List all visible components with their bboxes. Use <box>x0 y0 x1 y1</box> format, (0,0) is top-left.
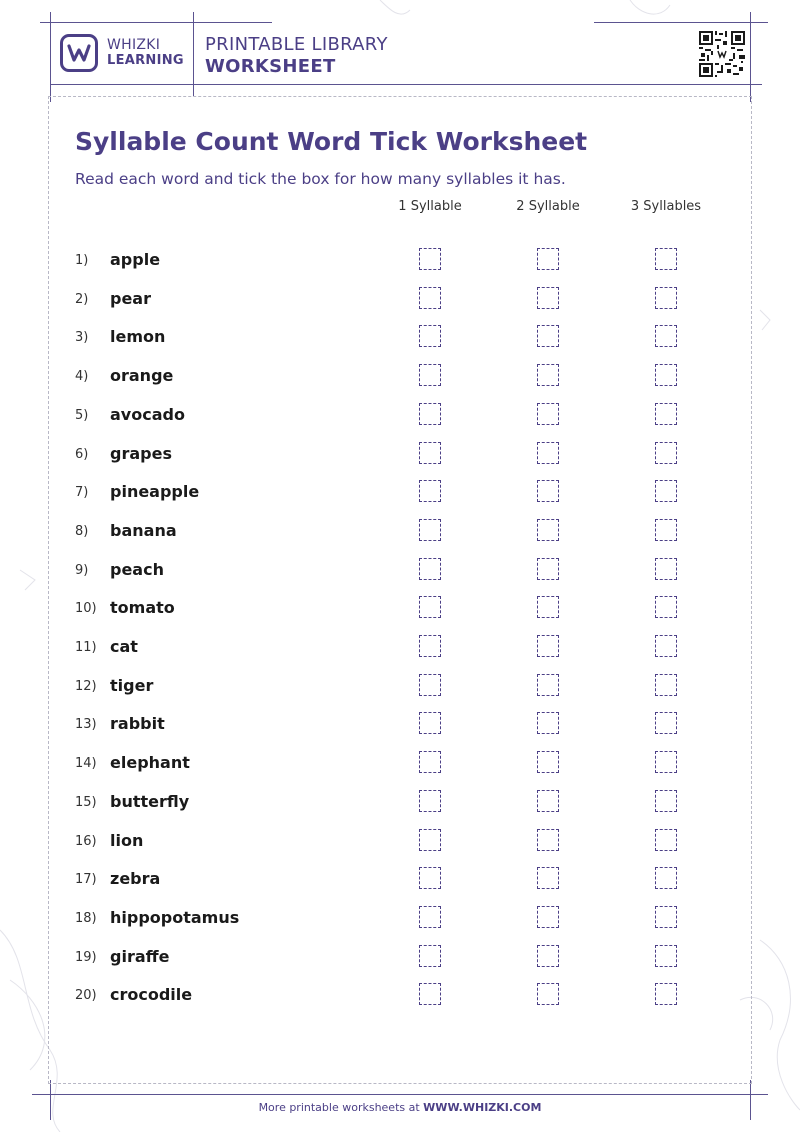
bottom-left-vertical-rule <box>50 1080 51 1120</box>
row-number: 16) <box>75 833 97 849</box>
header-label <box>205 34 388 78</box>
worksheet-row <box>0 903 800 933</box>
row-number: 10) <box>75 601 97 617</box>
tick-box-2-syllable[interactable] <box>537 751 559 773</box>
tick-box-1-syllable[interactable] <box>419 596 441 618</box>
tick-box-1-syllable[interactable] <box>419 364 441 386</box>
worksheet-row <box>0 284 800 314</box>
divider-vertical-rule <box>193 12 194 96</box>
tick-box-3-syllable[interactable] <box>655 712 677 734</box>
row-number: 2) <box>75 291 89 307</box>
worksheet-row <box>0 826 800 856</box>
worksheet-row <box>0 400 800 430</box>
bottom-rule <box>32 1094 768 1095</box>
tick-box-2-syllable[interactable] <box>537 442 559 464</box>
column-header-2-syllable: 2 Syllable <box>516 199 580 214</box>
tick-box-3-syllable[interactable] <box>655 287 677 309</box>
worksheet-row <box>0 593 800 623</box>
tick-box-3-syllable[interactable] <box>655 480 677 502</box>
tick-box-3-syllable[interactable] <box>655 790 677 812</box>
tick-box-2-syllable[interactable] <box>537 403 559 425</box>
column-header-1-syllable: 1 Syllable <box>398 199 462 214</box>
worksheet-instruction: Read each word and tick the box for how many syllables it has. <box>75 170 566 188</box>
worksheet-label: WORKSHEET <box>205 56 336 77</box>
logo-line2: LEARNING <box>107 53 184 68</box>
library-label: PRINTABLE LIBRARY <box>205 34 388 55</box>
row-number: 3) <box>75 330 89 346</box>
row-number: 9) <box>75 562 89 578</box>
tick-box-2-syllable[interactable] <box>537 480 559 502</box>
row-number: 6) <box>75 446 89 462</box>
row-number: 1) <box>75 253 89 268</box>
tick-box-3-syllable[interactable] <box>655 829 677 851</box>
row-word: elephant <box>110 753 190 773</box>
top-rule <box>50 84 762 85</box>
tick-box-1-syllable[interactable] <box>419 635 441 657</box>
row-word: cat <box>110 637 138 656</box>
top-right-rule <box>594 22 768 23</box>
top-left-rule <box>40 22 272 23</box>
tick-box-3-syllable[interactable] <box>655 867 677 889</box>
tick-box-3-syllable[interactable] <box>655 945 677 967</box>
row-number: 20) <box>75 988 97 1004</box>
tick-box-1-syllable[interactable] <box>419 287 441 309</box>
tick-box-3-syllable[interactable] <box>655 325 677 347</box>
tick-box-2-syllable[interactable] <box>537 248 559 270</box>
row-word: pear <box>110 288 151 308</box>
left-vertical-rule <box>50 12 51 102</box>
tick-box-3-syllable[interactable] <box>655 906 677 928</box>
tick-box-2-syllable[interactable] <box>537 325 559 347</box>
tick-box-2-syllable[interactable] <box>537 829 559 851</box>
row-word: lemon <box>110 327 166 347</box>
row-number: 11) <box>75 640 97 655</box>
row-number: 19) <box>75 949 97 965</box>
tick-box-2-syllable[interactable] <box>537 596 559 618</box>
worksheet-row <box>0 439 800 469</box>
tick-box-2-syllable[interactable] <box>537 712 559 734</box>
tick-box-3-syllable[interactable] <box>655 751 677 773</box>
worksheet-row <box>0 942 800 972</box>
tick-box-1-syllable[interactable] <box>419 945 441 967</box>
tick-box-2-syllable[interactable] <box>537 906 559 928</box>
row-number: 14) <box>75 756 97 772</box>
tick-box-1-syllable[interactable] <box>419 906 441 928</box>
worksheet-row <box>0 516 800 546</box>
tick-box-2-syllable[interactable] <box>537 945 559 967</box>
tick-box-1-syllable[interactable] <box>419 829 441 851</box>
tick-box-2-syllable[interactable] <box>537 635 559 657</box>
row-word: giraffe <box>110 946 170 966</box>
tick-box-1-syllable[interactable] <box>419 712 441 734</box>
worksheet-row <box>0 671 800 701</box>
footer-text: More printable worksheets at <box>258 1101 424 1114</box>
worksheet-row <box>0 748 800 778</box>
whizki-logo-icon <box>60 34 98 72</box>
tick-box-3-syllable[interactable] <box>655 558 677 580</box>
tick-box-1-syllable[interactable] <box>419 867 441 889</box>
tick-box-3-syllable[interactable] <box>655 364 677 386</box>
logo-wordmark <box>107 37 184 69</box>
row-word: tiger <box>110 675 154 695</box>
tick-box-3-syllable[interactable] <box>655 596 677 618</box>
tick-box-1-syllable[interactable] <box>419 983 441 1005</box>
worksheet-row <box>0 980 800 1010</box>
tick-box-2-syllable[interactable] <box>537 558 559 580</box>
row-word: tomato <box>110 598 175 618</box>
row-word: lion <box>110 830 144 850</box>
row-word: hippopotamus <box>110 907 240 927</box>
worksheet-row <box>0 709 800 739</box>
tick-box-2-syllable[interactable] <box>537 364 559 386</box>
tick-box-1-syllable[interactable] <box>419 403 441 425</box>
tick-box-1-syllable[interactable] <box>419 674 441 696</box>
qr-code-icon <box>699 31 745 77</box>
tick-box-3-syllable[interactable] <box>655 635 677 657</box>
row-word: peach <box>110 559 164 579</box>
tick-box-1-syllable[interactable] <box>419 325 441 347</box>
row-number: 7) <box>75 485 89 501</box>
row-number: 13) <box>75 717 97 733</box>
bottom-right-vertical-rule <box>750 1080 751 1120</box>
row-number: 12) <box>75 678 97 694</box>
row-word: avocado <box>110 404 185 424</box>
row-word: zebra <box>110 869 161 889</box>
worksheet-row <box>0 555 800 585</box>
logo-line1: WHIZKI <box>107 37 161 53</box>
row-word: grapes <box>110 443 172 463</box>
tick-box-3-syllable[interactable] <box>655 519 677 541</box>
right-vertical-rule <box>750 12 751 102</box>
footer-note <box>0 1101 800 1114</box>
row-word: apple <box>110 250 161 269</box>
row-word: rabbit <box>110 714 165 734</box>
tick-box-3-syllable[interactable] <box>655 674 677 696</box>
tick-box-2-syllable[interactable] <box>537 287 559 309</box>
row-word: butterfly <box>110 791 190 811</box>
row-word: banana <box>110 520 177 540</box>
tick-box-2-syllable[interactable] <box>537 867 559 889</box>
row-word: orange <box>110 366 174 386</box>
column-header-3-syllables: 3 Syllables <box>630 199 702 214</box>
worksheet-row <box>0 787 800 817</box>
tick-box-2-syllable[interactable] <box>537 983 559 1005</box>
worksheet-row <box>0 245 800 275</box>
tick-box-2-syllable[interactable] <box>537 674 559 696</box>
worksheet-row <box>0 632 800 662</box>
tick-box-1-syllable[interactable] <box>419 751 441 773</box>
worksheet-row <box>0 477 800 507</box>
tick-box-1-syllable[interactable] <box>419 442 441 464</box>
worksheet-title: Syllable Count Word Tick Worksheet <box>75 127 588 156</box>
tick-box-1-syllable[interactable] <box>419 519 441 541</box>
tick-box-1-syllable[interactable] <box>419 790 441 812</box>
footer-site-link[interactable]: WWW.WHIZKI.COM <box>423 1101 542 1114</box>
row-number: 8) <box>75 523 89 539</box>
tick-box-1-syllable[interactable] <box>419 248 441 270</box>
tick-box-3-syllable[interactable] <box>655 983 677 1005</box>
tick-box-3-syllable[interactable] <box>655 248 677 270</box>
worksheet-row <box>0 322 800 352</box>
row-number: 5) <box>75 407 89 423</box>
worksheet-row <box>0 361 800 391</box>
row-number: 18) <box>75 910 97 926</box>
row-number: 15) <box>75 794 97 810</box>
worksheet-row <box>0 864 800 894</box>
row-number: 17) <box>75 872 97 888</box>
row-word: crocodile <box>110 985 193 1005</box>
tick-box-2-syllable[interactable] <box>537 790 559 812</box>
row-number: 4) <box>75 369 89 385</box>
tick-box-2-syllable[interactable] <box>537 519 559 541</box>
tick-box-3-syllable[interactable] <box>655 442 677 464</box>
row-word: pineapple <box>110 482 200 502</box>
tick-box-3-syllable[interactable] <box>655 403 677 425</box>
tick-box-1-syllable[interactable] <box>419 558 441 580</box>
tick-box-1-syllable[interactable] <box>419 480 441 502</box>
